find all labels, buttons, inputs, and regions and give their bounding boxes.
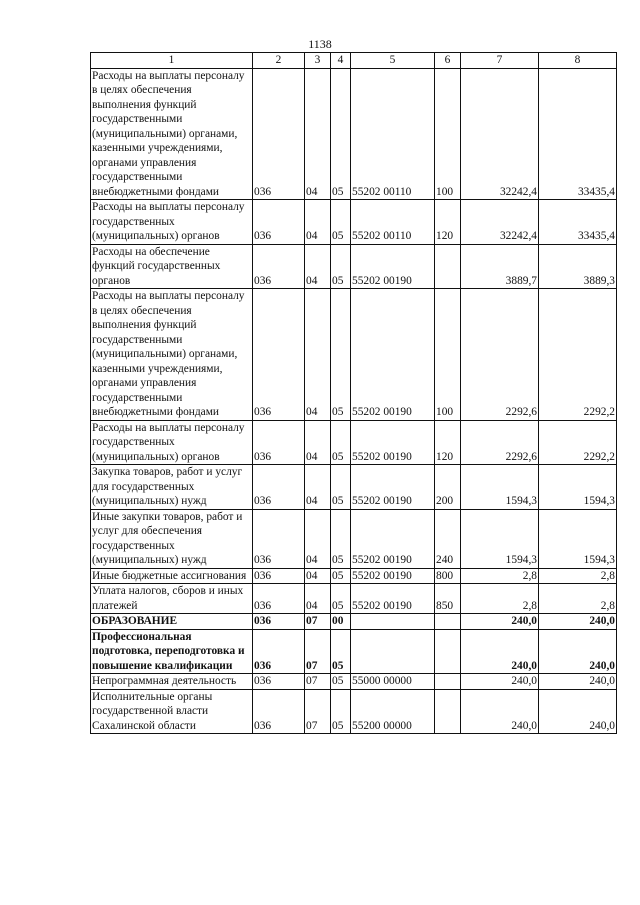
row-amount-1: 2,8 bbox=[461, 568, 539, 584]
row-ved: 036 bbox=[253, 200, 305, 245]
row-ved: 036 bbox=[253, 244, 305, 289]
row-section: 04 bbox=[305, 568, 331, 584]
table-row bbox=[91, 629, 617, 674]
row-amount-2: 2,8 bbox=[539, 584, 617, 614]
row-section: 04 bbox=[305, 200, 331, 245]
row-name: Иные закупки товаров, работ и услуг для обеспечения государственных (муниципальных) нужд bbox=[91, 509, 253, 568]
row-amount-2: 240,0 bbox=[539, 674, 617, 690]
row-ved: 036 bbox=[253, 509, 305, 568]
row-amount-1: 240,0 bbox=[461, 674, 539, 690]
row-subsection: 05 bbox=[331, 244, 351, 289]
row-subsection: 05 bbox=[331, 68, 351, 200]
row-target-article: 55202 00190 bbox=[351, 509, 435, 568]
row-amount-2: 1594,3 bbox=[539, 509, 617, 568]
row-ved: 036 bbox=[253, 68, 305, 200]
row-expense-type: 800 bbox=[435, 568, 461, 584]
row-target-article bbox=[351, 614, 435, 630]
row-section: 07 bbox=[305, 689, 331, 734]
row-ved: 036 bbox=[253, 465, 305, 510]
row-target-article: 55000 00000 bbox=[351, 674, 435, 690]
row-ved: 036 bbox=[253, 584, 305, 614]
row-amount-1: 2292,6 bbox=[461, 420, 539, 465]
table-row bbox=[91, 289, 617, 421]
row-amount-1: 32242,4 bbox=[461, 200, 539, 245]
row-expense-type bbox=[435, 629, 461, 674]
table-row bbox=[91, 420, 617, 465]
row-name: Расходы на выплаты персоналу в целях обеспечения выполнения функций государственными (муниципальными) органами, казенными учреждениями, органами управления государственными внебюджетными фондами bbox=[91, 289, 253, 421]
row-target-article: 55202 00190 bbox=[351, 420, 435, 465]
row-amount-1: 240,0 bbox=[461, 614, 539, 630]
row-name: Иные бюджетные ассигнования bbox=[91, 568, 253, 584]
page-number: 1138 bbox=[308, 37, 332, 51]
row-subsection: 05 bbox=[331, 420, 351, 465]
row-name: Исполнительные органы государственной власти Сахалинской области bbox=[91, 689, 253, 734]
row-subsection: 05 bbox=[331, 200, 351, 245]
row-name: Расходы на выплаты персоналу в целях обеспечения выполнения функций государственными (муниципальными) органами, казенными учреждениями, органами управления государственными внебюджетными фондами bbox=[91, 68, 253, 200]
row-target-article: 55202 00190 bbox=[351, 244, 435, 289]
table-row bbox=[91, 568, 617, 584]
row-amount-1: 240,0 bbox=[461, 689, 539, 734]
row-ved: 036 bbox=[253, 289, 305, 421]
table-row bbox=[91, 584, 617, 614]
row-amount-1: 3889,7 bbox=[461, 244, 539, 289]
row-subsection: 05 bbox=[331, 584, 351, 614]
row-ved: 036 bbox=[253, 568, 305, 584]
row-expense-type: 120 bbox=[435, 200, 461, 245]
row-amount-2: 33435,4 bbox=[539, 68, 617, 200]
row-target-article: 55202 00110 bbox=[351, 200, 435, 245]
row-name: Расходы на выплаты персоналу государственных (муниципальных) органов bbox=[91, 200, 253, 245]
table-header-row bbox=[91, 53, 617, 69]
row-target-article bbox=[351, 629, 435, 674]
row-ved: 036 bbox=[253, 420, 305, 465]
row-amount-2: 1594,3 bbox=[539, 465, 617, 510]
row-subsection: 05 bbox=[331, 465, 351, 510]
row-name: Уплата налогов, сборов и иных платежей bbox=[91, 584, 253, 614]
row-target-article: 55202 00190 bbox=[351, 584, 435, 614]
row-amount-2: 33435,4 bbox=[539, 200, 617, 245]
row-amount-1: 32242,4 bbox=[461, 68, 539, 200]
row-amount-1: 2,8 bbox=[461, 584, 539, 614]
row-amount-2: 2,8 bbox=[539, 568, 617, 584]
row-amount-2: 240,0 bbox=[539, 689, 617, 734]
header-col-2: 2 bbox=[253, 53, 305, 69]
row-expense-type: 200 bbox=[435, 465, 461, 510]
row-name: Непрограммная деятельность bbox=[91, 674, 253, 690]
row-amount-2: 2292,2 bbox=[539, 420, 617, 465]
header-col-7: 7 bbox=[461, 53, 539, 69]
row-section: 04 bbox=[305, 584, 331, 614]
row-amount-2: 3889,3 bbox=[539, 244, 617, 289]
table-row bbox=[91, 614, 617, 630]
row-ved: 036 bbox=[253, 614, 305, 630]
row-expense-type: 120 bbox=[435, 420, 461, 465]
row-section: 04 bbox=[305, 244, 331, 289]
budget-table bbox=[90, 52, 617, 734]
header-col-1: 1 bbox=[91, 53, 253, 69]
row-ved: 036 bbox=[253, 674, 305, 690]
row-subsection: 05 bbox=[331, 674, 351, 690]
row-section: 04 bbox=[305, 509, 331, 568]
row-section: 07 bbox=[305, 614, 331, 630]
table-row bbox=[91, 200, 617, 245]
row-ved: 036 bbox=[253, 689, 305, 734]
row-expense-type: 100 bbox=[435, 68, 461, 200]
row-amount-1: 1594,3 bbox=[461, 509, 539, 568]
row-section: 04 bbox=[305, 289, 331, 421]
row-target-article: 55202 00110 bbox=[351, 68, 435, 200]
header-col-5: 5 bbox=[351, 53, 435, 69]
row-name: Закупка товаров, работ и услуг для государственных (муниципальных) нужд bbox=[91, 465, 253, 510]
table-row bbox=[91, 465, 617, 510]
table-row bbox=[91, 689, 617, 734]
table-row bbox=[91, 68, 617, 200]
row-amount-2: 240,0 bbox=[539, 614, 617, 630]
header-col-6: 6 bbox=[435, 53, 461, 69]
row-expense-type: 100 bbox=[435, 289, 461, 421]
row-amount-1: 2292,6 bbox=[461, 289, 539, 421]
row-section: 07 bbox=[305, 629, 331, 674]
row-section: 04 bbox=[305, 68, 331, 200]
row-amount-2: 2292,2 bbox=[539, 289, 617, 421]
row-amount-2: 240,0 bbox=[539, 629, 617, 674]
row-subsection: 00 bbox=[331, 614, 351, 630]
row-name: Расходы на обеспечение функций государственных органов bbox=[91, 244, 253, 289]
row-subsection: 05 bbox=[331, 509, 351, 568]
table-row bbox=[91, 244, 617, 289]
row-section: 04 bbox=[305, 420, 331, 465]
row-target-article: 55202 00190 bbox=[351, 465, 435, 510]
row-section: 04 bbox=[305, 465, 331, 510]
row-name: ОБРАЗОВАНИЕ bbox=[91, 614, 253, 630]
row-expense-type: 240 bbox=[435, 509, 461, 568]
row-target-article: 55202 00190 bbox=[351, 289, 435, 421]
row-expense-type bbox=[435, 689, 461, 734]
row-subsection: 05 bbox=[331, 568, 351, 584]
row-subsection: 05 bbox=[331, 689, 351, 734]
row-subsection: 05 bbox=[331, 289, 351, 421]
header-col-8: 8 bbox=[539, 53, 617, 69]
row-expense-type bbox=[435, 674, 461, 690]
row-expense-type: 850 bbox=[435, 584, 461, 614]
row-amount-1: 240,0 bbox=[461, 629, 539, 674]
table-row bbox=[91, 674, 617, 690]
row-expense-type bbox=[435, 244, 461, 289]
row-ved: 036 bbox=[253, 629, 305, 674]
row-name: Профессиональная подготовка, переподготовка и повышение квалификации bbox=[91, 629, 253, 674]
header-col-4: 4 bbox=[331, 53, 351, 69]
table-row bbox=[91, 509, 617, 568]
header-col-3: 3 bbox=[305, 53, 331, 69]
row-target-article: 55200 00000 bbox=[351, 689, 435, 734]
row-name: Расходы на выплаты персоналу государственных (муниципальных) органов bbox=[91, 420, 253, 465]
row-amount-1: 1594,3 bbox=[461, 465, 539, 510]
row-subsection: 05 bbox=[331, 629, 351, 674]
row-target-article: 55202 00190 bbox=[351, 568, 435, 584]
row-section: 07 bbox=[305, 674, 331, 690]
row-expense-type bbox=[435, 614, 461, 630]
